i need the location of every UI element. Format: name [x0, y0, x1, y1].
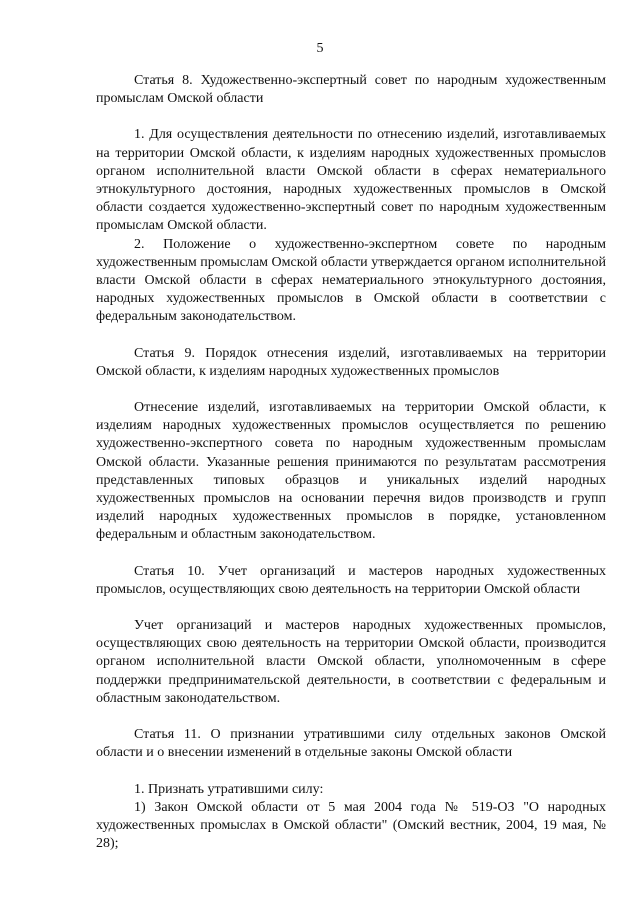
article-8-paragraph-1: 1. Для осуществления деятельности по отнесению изделий, изготавливаемых на территории Омской области, к изделиям народных художественных промыслов органом исполнительной власти Омской области в сферах нематериального этнокультурного достояния, народных художественных промыслов в Омской области создается художественно-экспертный совет по народным художественным промыслам Омской области.: [96, 127, 606, 234]
article-10-paragraph: Учет организаций и мастеров народных художественных промыслов, осуществляющих свою деятельность на территории Омской области, производится органом исполнительной власти Омской области, уполномоченным в сфере поддержки предпринимательской деятельности, в соответствии с федеральным и областным законодательством.: [96, 618, 606, 706]
article-10-heading: Статья 10. Учет организаций и мастеров народных художественных промыслов, осуществляющих свою деятельность на территории Омской области: [96, 563, 606, 597]
document-body: [96, 72, 606, 853]
article-8-heading: Статья 8. Художественно-экспертный совет по народным художественным промыслам Омской области: [96, 73, 606, 107]
article-11-item-1-1: 1) Закон Омской области от 5 мая 2004 года № 519-ОЗ "О народных художественных промыслах в Омской области" (Омский вестник, 2004, 19 мая, № 28);: [96, 799, 606, 852]
article-9-paragraph: Отнесение изделий, изготавливаемых на территории Омской области, к изделиям народных художественных промыслов осуществляется по решению художественно-экспертного совета по народным художественным промыслам Омской области. Указанные решения принимаются по результатам рассмотрения представленных типовых образцов и уникальных изделий народных художественных промыслов на основании перечня видов производств и групп изделий народных художественных промыслов в порядке, установленном федеральным и областным законодательством.: [96, 400, 606, 543]
page-number: 5: [316, 41, 324, 56]
article-11-heading: Статья 11. О признании утратившими силу отдельных законов Омской области и о внесении изменений в отдельные законы Омской области: [96, 727, 606, 761]
article-9-heading: Статья 9. Порядок отнесения изделий, изготавливаемых на территории Омской области, к изделиям народных художественных промыслов: [96, 345, 606, 379]
article-8-paragraph-2: 2. Положение о художественно-экспертном совете по народным художественным промыслам Омской области утверждается органом исполнительной власти Омской области в сферах нематериального этнокультурного достояния, народных художественных промыслов в Омской области в соответствии с федеральным законодательством.: [96, 236, 606, 325]
article-11-item-1: 1. Признать утратившими силу:: [134, 781, 324, 797]
